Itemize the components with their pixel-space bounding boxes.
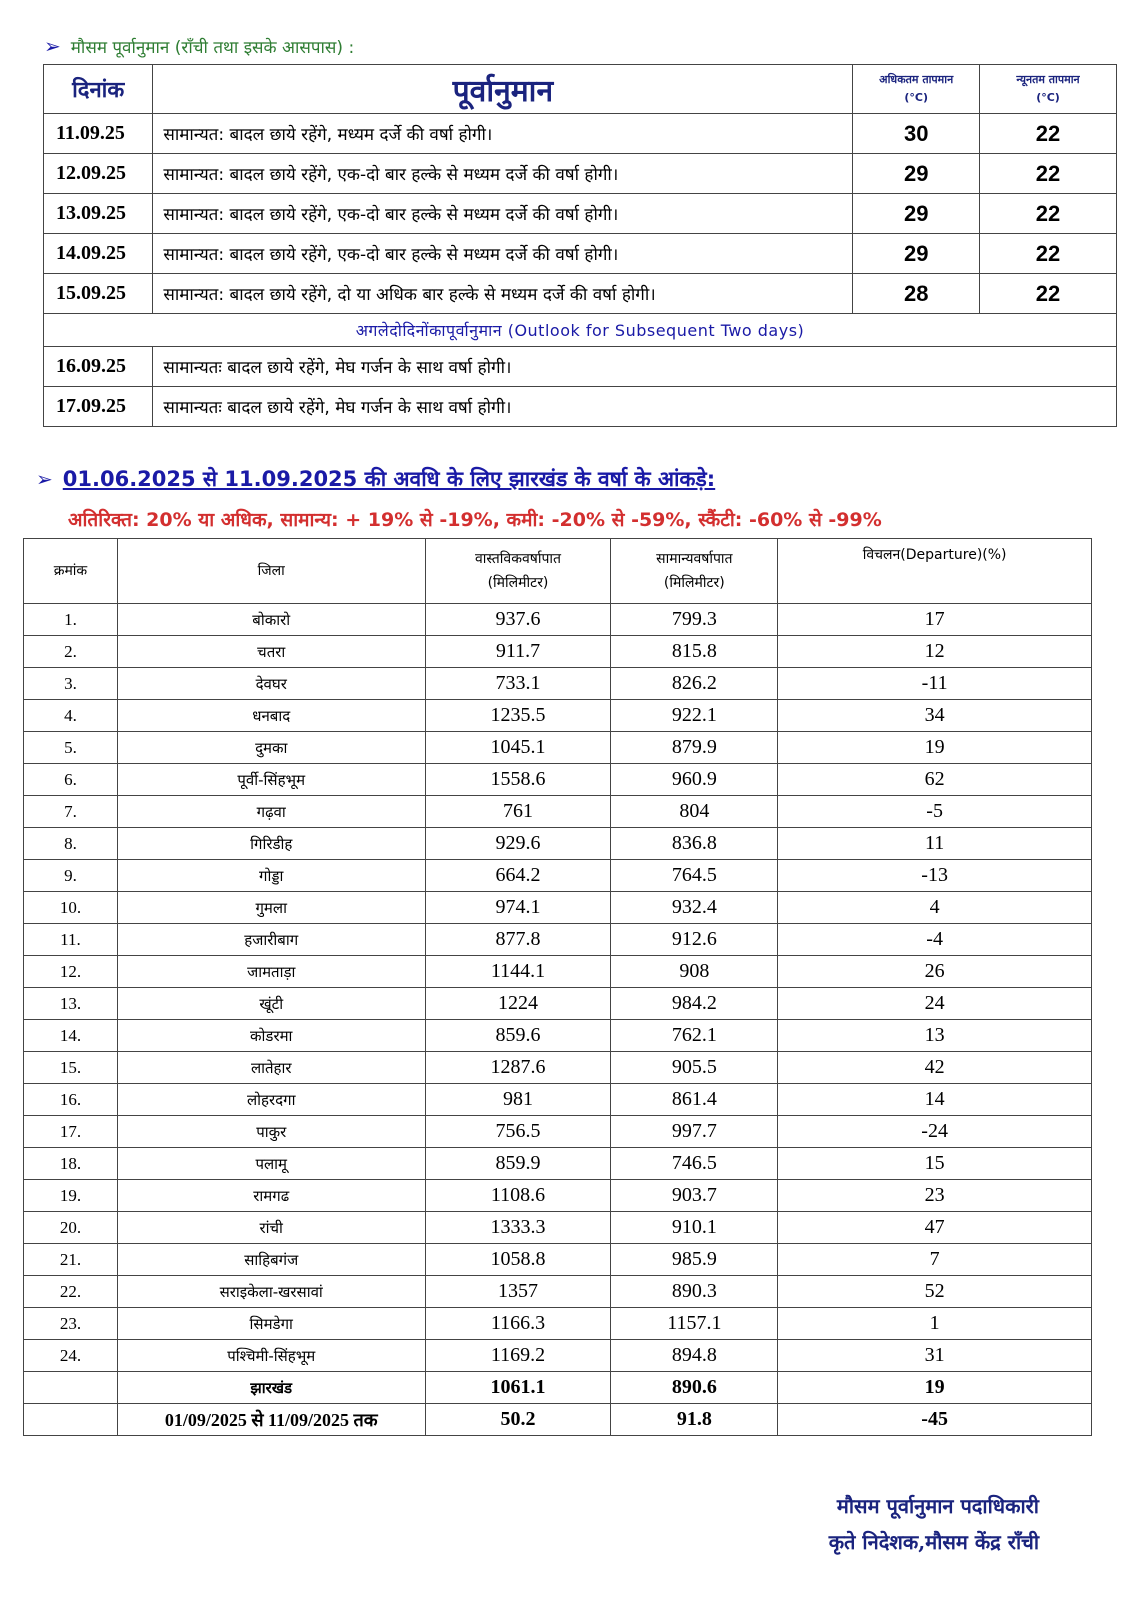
serial-number: 21. — [24, 1244, 118, 1276]
normal-rainfall: 804 — [611, 796, 778, 828]
min-temp-value: 22 — [980, 154, 1117, 194]
max-temp-value: 29 — [853, 154, 980, 194]
serial-number: 16. — [24, 1084, 118, 1116]
departure-percent: 42 — [778, 1052, 1092, 1084]
actual-rainfall: 664.2 — [425, 860, 611, 892]
header-normal-unit: (मिलिमीटर) — [663, 575, 725, 591]
actual-rainfall: 1224 — [425, 988, 611, 1020]
district-name: सिमडेगा — [117, 1308, 425, 1340]
district-row — [24, 1276, 1092, 1308]
forecast-date: 11.09.25 — [44, 114, 153, 154]
district-row — [24, 988, 1092, 1020]
normal-rainfall: 997.7 — [611, 1116, 778, 1148]
departure-percent: -13 — [778, 860, 1092, 892]
normal-rainfall: 985.9 — [611, 1244, 778, 1276]
period-label: 01/09/2025 से 11/09/2025 तक — [117, 1404, 425, 1436]
actual-rainfall: 1287.6 — [425, 1052, 611, 1084]
header-max-temp — [853, 65, 980, 114]
max-temp-value: 30 — [853, 114, 980, 154]
district-name: गिरिडीह — [117, 828, 425, 860]
signature-title: मौसम पूर्वानुमान पदाधिकारी — [836, 1494, 1039, 1518]
header-max-temp-unit: (°C) — [904, 91, 929, 104]
actual-rainfall: 911.7 — [425, 636, 611, 668]
district-name: पाकुर — [117, 1116, 425, 1148]
rainfall-header-row — [24, 539, 1092, 604]
forecast-row — [44, 274, 1117, 314]
departure-percent: -5 — [778, 796, 1092, 828]
district-name: धनबाद — [117, 700, 425, 732]
rainfall-table — [23, 538, 1092, 1436]
actual-rainfall: 859.9 — [425, 1148, 611, 1180]
district-name: लोहरदगा — [117, 1084, 425, 1116]
district-row — [24, 700, 1092, 732]
district-row — [24, 1148, 1092, 1180]
actual-rainfall: 1144.1 — [425, 956, 611, 988]
header-min-temp-unit: (°C) — [1036, 91, 1060, 104]
district-row — [24, 860, 1092, 892]
normal-rainfall: 903.7 — [611, 1180, 778, 1212]
departure-percent: 31 — [778, 1340, 1092, 1372]
normal-rainfall: 762.1 — [611, 1020, 778, 1052]
total-normal: 890.6 — [611, 1372, 778, 1404]
max-temp-value: 28 — [853, 274, 980, 314]
forecast-table — [43, 64, 1117, 427]
departure-percent: 47 — [778, 1212, 1092, 1244]
district-row — [24, 636, 1092, 668]
serial-number: 4. — [24, 700, 118, 732]
district-name: पूर्वी-सिंहभूम — [117, 764, 425, 796]
serial-number: 24. — [24, 1340, 118, 1372]
serial-number: 22. — [24, 1276, 118, 1308]
forecast-heading — [44, 34, 354, 58]
departure-percent: -11 — [778, 668, 1092, 700]
district-name: देवघर — [117, 668, 425, 700]
departure-percent: 34 — [778, 700, 1092, 732]
forecast-text: सामान्यत: बादल छाये रहेंगे, एक-दो बार हल्के से मध्यम दर्जे की वर्षा होगी। — [153, 194, 853, 234]
serial-number: 9. — [24, 860, 118, 892]
rainfall-title-text: 01.06.2025 से 11.09.2025 की अवधि के लिए झारखंड के वर्षा के आंकड़े: — [62, 467, 716, 491]
min-temp-value: 22 — [980, 274, 1117, 314]
district-row — [24, 892, 1092, 924]
outlook-date: 17.09.25 — [44, 387, 153, 427]
outlook-text: सामान्यतः बादल छाये रहेंगे, मेघ गर्जन के साथ वर्षा होगी। — [153, 387, 1117, 427]
forecast-text: सामान्यत: बादल छाये रहेंगे, मध्यम दर्जे की वर्षा होगी। — [153, 114, 853, 154]
serial-number: 12. — [24, 956, 118, 988]
departure-percent: 7 — [778, 1244, 1092, 1276]
district-name: कोडरमा — [117, 1020, 425, 1052]
departure-percent: 62 — [778, 764, 1092, 796]
normal-rainfall: 922.1 — [611, 700, 778, 732]
normal-rainfall: 746.5 — [611, 1148, 778, 1180]
district-name: रांची — [117, 1212, 425, 1244]
departure-percent: -24 — [778, 1116, 1092, 1148]
district-row — [24, 1244, 1092, 1276]
departure-percent: 11 — [778, 828, 1092, 860]
min-temp-value: 22 — [980, 194, 1117, 234]
district-row — [24, 1212, 1092, 1244]
actual-rainfall: 1235.5 — [425, 700, 611, 732]
min-temp-value: 22 — [980, 234, 1117, 274]
normal-rainfall: 960.9 — [611, 764, 778, 796]
normal-rainfall: 905.5 — [611, 1052, 778, 1084]
outlook-date: 16.09.25 — [44, 347, 153, 387]
district-name: लातेहार — [117, 1052, 425, 1084]
header-sn: क्रमांक — [24, 539, 118, 604]
max-temp-value: 29 — [853, 194, 980, 234]
district-name: जामताड़ा — [117, 956, 425, 988]
actual-rainfall: 1166.3 — [425, 1308, 611, 1340]
forecast-date: 13.09.25 — [44, 194, 153, 234]
total-district: झारखंड — [117, 1372, 425, 1404]
district-name: खूंटी — [117, 988, 425, 1020]
actual-rainfall: 1045.1 — [425, 732, 611, 764]
district-name: गोड्डा — [117, 860, 425, 892]
serial-number: 18. — [24, 1148, 118, 1180]
departure-percent: 24 — [778, 988, 1092, 1020]
district-name: दुमका — [117, 732, 425, 764]
forecast-row — [44, 154, 1117, 194]
actual-rainfall: 761 — [425, 796, 611, 828]
normal-rainfall: 908 — [611, 956, 778, 988]
normal-rainfall: 894.8 — [611, 1340, 778, 1372]
normal-rainfall: 764.5 — [611, 860, 778, 892]
total-sn — [24, 1372, 118, 1404]
district-name: बोकारो — [117, 604, 425, 636]
district-name: गुमला — [117, 892, 425, 924]
forecast-date: 15.09.25 — [44, 274, 153, 314]
actual-rainfall: 1108.6 — [425, 1180, 611, 1212]
departure-percent: 12 — [778, 636, 1092, 668]
district-name: चतरा — [117, 636, 425, 668]
outlook-label: अगलेदोदिनोंकापूर्वानुमान (Outlook for Subsequent Two days) — [44, 314, 1117, 347]
outlook-text: सामान्यतः बादल छाये रहेंगे, मेघ गर्जन के साथ वर्षा होगी। — [153, 347, 1117, 387]
serial-number: 19. — [24, 1180, 118, 1212]
period-sn — [24, 1404, 118, 1436]
rainfall-legend: अतिरिक्त: 20% या अधिक, सामान्य: + 19% से -19%, कमी: -20% से -59%, स्कैंटी: -60% से -99% — [68, 509, 882, 531]
signature-office: कृते निदेशक,मौसम केंद्र राँची — [828, 1530, 1039, 1554]
normal-rainfall: 799.3 — [611, 604, 778, 636]
total-row — [24, 1372, 1092, 1404]
district-name: रामगढ — [117, 1180, 425, 1212]
normal-rainfall: 932.4 — [611, 892, 778, 924]
departure-percent: 15 — [778, 1148, 1092, 1180]
district-name: पलामू — [117, 1148, 425, 1180]
arrow-bullet-icon: ➢ — [36, 467, 53, 491]
outlook-row — [44, 347, 1117, 387]
serial-number: 1. — [24, 604, 118, 636]
district-row — [24, 604, 1092, 636]
actual-rainfall: 859.6 — [425, 1020, 611, 1052]
departure-percent: 1 — [778, 1308, 1092, 1340]
total-departure: 19 — [778, 1372, 1092, 1404]
serial-number: 3. — [24, 668, 118, 700]
header-forecast: पूर्वानुमान — [153, 65, 853, 114]
district-row — [24, 828, 1092, 860]
rainfall-title — [36, 465, 715, 493]
actual-rainfall: 929.6 — [425, 828, 611, 860]
actual-rainfall: 877.8 — [425, 924, 611, 956]
forecast-text: सामान्यत: बादल छाये रहेंगे, एक-दो बार हल्के से मध्यम दर्जे की वर्षा होगी। — [153, 154, 853, 194]
normal-rainfall: 836.8 — [611, 828, 778, 860]
actual-rainfall: 756.5 — [425, 1116, 611, 1148]
serial-number: 8. — [24, 828, 118, 860]
arrow-bullet-icon: ➢ — [44, 34, 61, 58]
district-name: साहिबगंज — [117, 1244, 425, 1276]
district-row — [24, 764, 1092, 796]
forecast-row — [44, 114, 1117, 154]
district-name: गढ़वा — [117, 796, 425, 828]
forecast-date: 14.09.25 — [44, 234, 153, 274]
serial-number: 6. — [24, 764, 118, 796]
header-actual-unit: (मिलिमीटर) — [487, 575, 549, 591]
normal-rainfall: 815.8 — [611, 636, 778, 668]
total-actual: 1061.1 — [425, 1372, 611, 1404]
forecast-row — [44, 234, 1117, 274]
serial-number: 5. — [24, 732, 118, 764]
departure-percent: 52 — [778, 1276, 1092, 1308]
serial-number: 14. — [24, 1020, 118, 1052]
actual-rainfall: 1357 — [425, 1276, 611, 1308]
forecast-heading-text: मौसम पूर्वानुमान (राँची तथा इसके आसपास) : — [70, 38, 355, 58]
actual-rainfall: 1058.8 — [425, 1244, 611, 1276]
district-row — [24, 924, 1092, 956]
period-row — [24, 1404, 1092, 1436]
forecast-text: सामान्यत: बादल छाये रहेंगे, दो या अधिक बार हल्के से मध्यम दर्जे की वर्षा होगी। — [153, 274, 853, 314]
normal-rainfall: 984.2 — [611, 988, 778, 1020]
header-departure: विचलन(Departure)(%) — [778, 539, 1092, 604]
max-temp-value: 29 — [853, 234, 980, 274]
outlook-label-row — [44, 314, 1117, 347]
normal-rainfall: 910.1 — [611, 1212, 778, 1244]
normal-rainfall: 826.2 — [611, 668, 778, 700]
header-normal — [611, 539, 778, 604]
departure-percent: -4 — [778, 924, 1092, 956]
serial-number: 7. — [24, 796, 118, 828]
forecast-row — [44, 194, 1117, 234]
header-max-temp-label: अधिकतम तापमान — [879, 73, 954, 86]
district-name: हजारीबाग — [117, 924, 425, 956]
serial-number: 13. — [24, 988, 118, 1020]
serial-number: 17. — [24, 1116, 118, 1148]
actual-rainfall: 1169.2 — [425, 1340, 611, 1372]
district-row — [24, 1116, 1092, 1148]
district-row — [24, 1340, 1092, 1372]
departure-percent: 13 — [778, 1020, 1092, 1052]
header-district: जिला — [117, 539, 425, 604]
district-row — [24, 956, 1092, 988]
forecast-header-row — [44, 65, 1117, 114]
header-actual-label: वास्तविकवर्षापात — [474, 551, 562, 567]
district-row — [24, 1052, 1092, 1084]
serial-number: 23. — [24, 1308, 118, 1340]
departure-percent: 19 — [778, 732, 1092, 764]
normal-rainfall: 890.3 — [611, 1276, 778, 1308]
forecast-text: सामान्यत: बादल छाये रहेंगे, एक-दो बार हल्के से मध्यम दर्जे की वर्षा होगी। — [153, 234, 853, 274]
header-date: दिनांक — [44, 65, 153, 114]
header-actual — [425, 539, 611, 604]
actual-rainfall: 981 — [425, 1084, 611, 1116]
header-min-temp-label: न्यूनतम तापमान — [1016, 73, 1080, 86]
district-row — [24, 796, 1092, 828]
departure-percent: 26 — [778, 956, 1092, 988]
serial-number: 20. — [24, 1212, 118, 1244]
departure-percent: 14 — [778, 1084, 1092, 1116]
district-row — [24, 1180, 1092, 1212]
actual-rainfall: 1333.3 — [425, 1212, 611, 1244]
min-temp-value: 22 — [980, 114, 1117, 154]
normal-rainfall: 861.4 — [611, 1084, 778, 1116]
period-departure: -45 — [778, 1404, 1092, 1436]
serial-number: 10. — [24, 892, 118, 924]
district-row — [24, 1308, 1092, 1340]
outlook-row — [44, 387, 1117, 427]
actual-rainfall: 974.1 — [425, 892, 611, 924]
departure-percent: 4 — [778, 892, 1092, 924]
actual-rainfall: 733.1 — [425, 668, 611, 700]
period-normal: 91.8 — [611, 1404, 778, 1436]
actual-rainfall: 1558.6 — [425, 764, 611, 796]
actual-rainfall: 937.6 — [425, 604, 611, 636]
normal-rainfall: 879.9 — [611, 732, 778, 764]
serial-number: 11. — [24, 924, 118, 956]
departure-percent: 23 — [778, 1180, 1092, 1212]
departure-percent: 17 — [778, 604, 1092, 636]
serial-number: 15. — [24, 1052, 118, 1084]
serial-number: 2. — [24, 636, 118, 668]
district-row — [24, 1020, 1092, 1052]
district-row — [24, 1084, 1092, 1116]
header-min-temp — [980, 65, 1117, 114]
header-normal-label: सामान्यवर्षापात — [656, 551, 733, 567]
forecast-date: 12.09.25 — [44, 154, 153, 194]
district-name: सराइकेला-खरसावां — [117, 1276, 425, 1308]
district-name: पश्चिमी-सिंहभूम — [117, 1340, 425, 1372]
normal-rainfall: 1157.1 — [611, 1308, 778, 1340]
district-row — [24, 668, 1092, 700]
normal-rainfall: 912.6 — [611, 924, 778, 956]
period-actual: 50.2 — [425, 1404, 611, 1436]
district-row — [24, 732, 1092, 764]
